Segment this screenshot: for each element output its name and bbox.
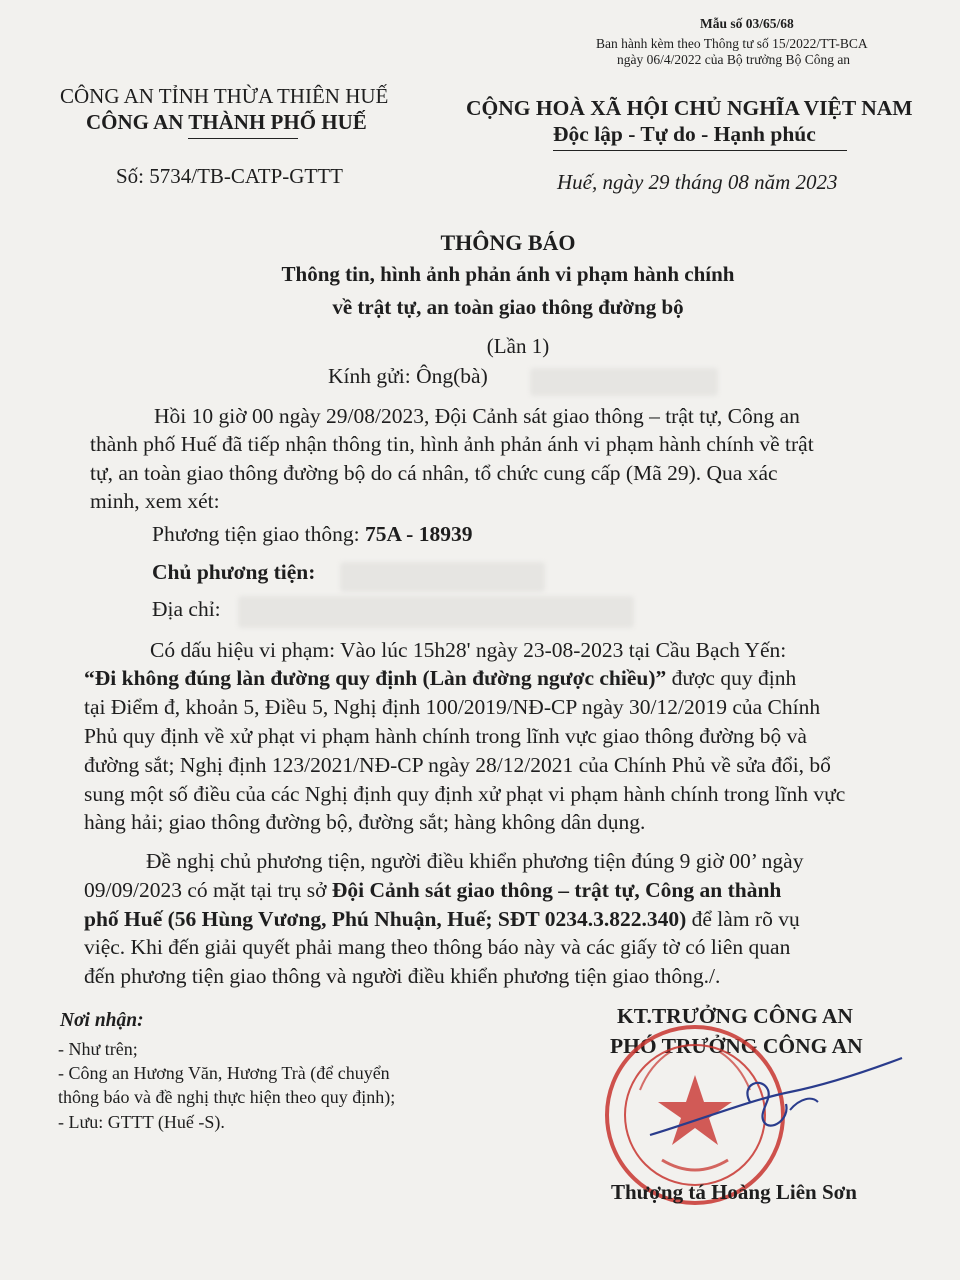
recipients-title: Nơi nhận: xyxy=(60,1010,144,1031)
request-line-1: Đề nghị chủ phương tiện, người điều khiển phương tiện đúng 9 giờ 00’ ngày xyxy=(146,849,804,873)
agency-underline xyxy=(188,138,298,139)
owner-label: Chủ phương tiện: xyxy=(152,560,316,584)
vehicle-row xyxy=(152,522,472,547)
recipients-item-2a: - Công an Hương Văn, Hương Trà (để chuyển xyxy=(58,1063,390,1083)
signature-title-2: PHÓ TRƯỞNG CÔNG AN xyxy=(610,1034,863,1058)
vehicle-label: Phương tiện giao thông: xyxy=(152,522,365,546)
recipient-label: Kính gửi: Ông(bà) xyxy=(328,364,488,388)
request-office: Đội Cảnh sát giao thông – trật tự, Công an thành xyxy=(331,878,782,902)
notice-subtitle-1: Thông tin, hình ảnh phản ánh vi phạm hành chính xyxy=(281,262,735,286)
violation-line-2 xyxy=(84,666,796,691)
recipients-item-2b: thông báo và đề nghị thực hiện theo quy định); xyxy=(58,1087,396,1107)
intro-line-2: thành phố Huế đã tiếp nhận thông tin, hình ảnh phản ánh vi phạm hành chính về trật xyxy=(90,432,814,456)
violation-line-3: tại Điểm đ, khoản 5, Điều 5, Nghị định 100/2019/NĐ-CP ngày 30/12/2019 của Chính xyxy=(84,695,821,719)
nation-title: CỘNG HOÀ XÃ HỘI CHỦ NGHĨA VIỆT NAM xyxy=(466,96,913,120)
intro-line-1: Hồi 10 giờ 00 ngày 29/08/2023, Đội Cảnh sát giao thông – trật tự, Công an xyxy=(154,404,800,428)
intro-line-3: tự, an toàn giao thông đường bộ do cá nhân, tổ chức cung cấp (Mã 29). Qua xác xyxy=(90,461,778,485)
request-line-4: việc. Khi đến giải quyết phải mang theo thông báo này và các giấy tờ có liên quan xyxy=(84,935,791,959)
place-date: Huế, ngày 29 tháng 08 năm 2023 xyxy=(557,170,838,194)
motto-underline xyxy=(553,150,847,151)
request-line-3 xyxy=(84,907,800,932)
redacted-owner xyxy=(340,562,545,592)
agency-parent: CÔNG AN TỈNH THỪA THIÊN HUẾ xyxy=(60,84,389,108)
violation-description: “Đi không đúng làn đường quy định (Làn đường ngược chiều)” xyxy=(84,666,667,690)
request-line-2 xyxy=(84,878,781,903)
agency-name: CÔNG AN THÀNH PHỐ HUẾ xyxy=(86,110,367,134)
handwritten-signature-icon xyxy=(640,1040,910,1150)
violation-line-2-rest: được quy định xyxy=(666,666,797,690)
notice-subtitle-2: về trật tự, an toàn giao thông đường bộ xyxy=(332,295,684,319)
nation-motto: Độc lập - Tự do - Hạnh phúc xyxy=(553,122,816,146)
violation-line-6: sung một số điều của các Nghị định quy định xử phạt vi phạm hành chính trong lĩnh vực xyxy=(84,782,846,806)
form-issued-line1: Ban hành kèm theo Thông tư số 15/2022/TT-BCA xyxy=(596,36,868,51)
violation-line-7: hàng hải; giao thông đường bộ, đường sắt; hàng không dân dụng. xyxy=(84,810,646,834)
request-office-address: phố Huế (56 Hùng Vương, Phú Nhuận, Huế; SĐT 0234.3.822.340) xyxy=(84,907,687,931)
signer-name: Thượng tá Hoàng Liên Sơn xyxy=(611,1180,857,1204)
signature-title-1: KT.TRƯỞNG CÔNG AN xyxy=(617,1004,853,1028)
violation-line-4: Phủ quy định về xử phạt vi phạm hành chính trong lĩnh vực giao thông đường bộ và xyxy=(84,724,807,748)
intro-line-4: minh, xem xét: xyxy=(90,489,220,513)
notice-round: (Lần 1) xyxy=(486,334,550,358)
document-number: Số: 5734/TB-CATP-GTTT xyxy=(116,164,343,188)
vehicle-plate: 75A - 18939 xyxy=(364,522,473,546)
violation-line-5: đường sắt; Nghị định 123/2021/NĐ-CP ngày 28/12/2021 của Chính Phủ về sửa đổi, bổ xyxy=(84,753,831,777)
redacted-address xyxy=(238,596,634,628)
notice-title: THÔNG BÁO xyxy=(440,230,576,255)
violation-line-1: Có dấu hiệu vi phạm: Vào lúc 15h28' ngày 23-08-2023 tại Cầu Bạch Yến: xyxy=(150,638,787,662)
request-line-3-rest: để làm rõ vụ xyxy=(686,907,800,931)
recipients-item-3: - Lưu: GTTT (Huế -S). xyxy=(58,1112,225,1132)
form-code: Mẫu số 03/65/68 xyxy=(700,16,794,31)
request-line-5: đến phương tiện giao thông và người điều khiển phương tiện giao thông./. xyxy=(84,964,721,988)
redacted-recipient xyxy=(530,368,718,396)
form-issued-line2: ngày 06/4/2022 của Bộ trưởng Bộ Công an xyxy=(617,52,851,67)
recipients-item-1: - Như trên; xyxy=(58,1039,138,1059)
address-label: Địa chỉ: xyxy=(152,597,221,621)
request-line-2-a: 09/09/2023 có mặt tại trụ sở xyxy=(84,878,332,902)
